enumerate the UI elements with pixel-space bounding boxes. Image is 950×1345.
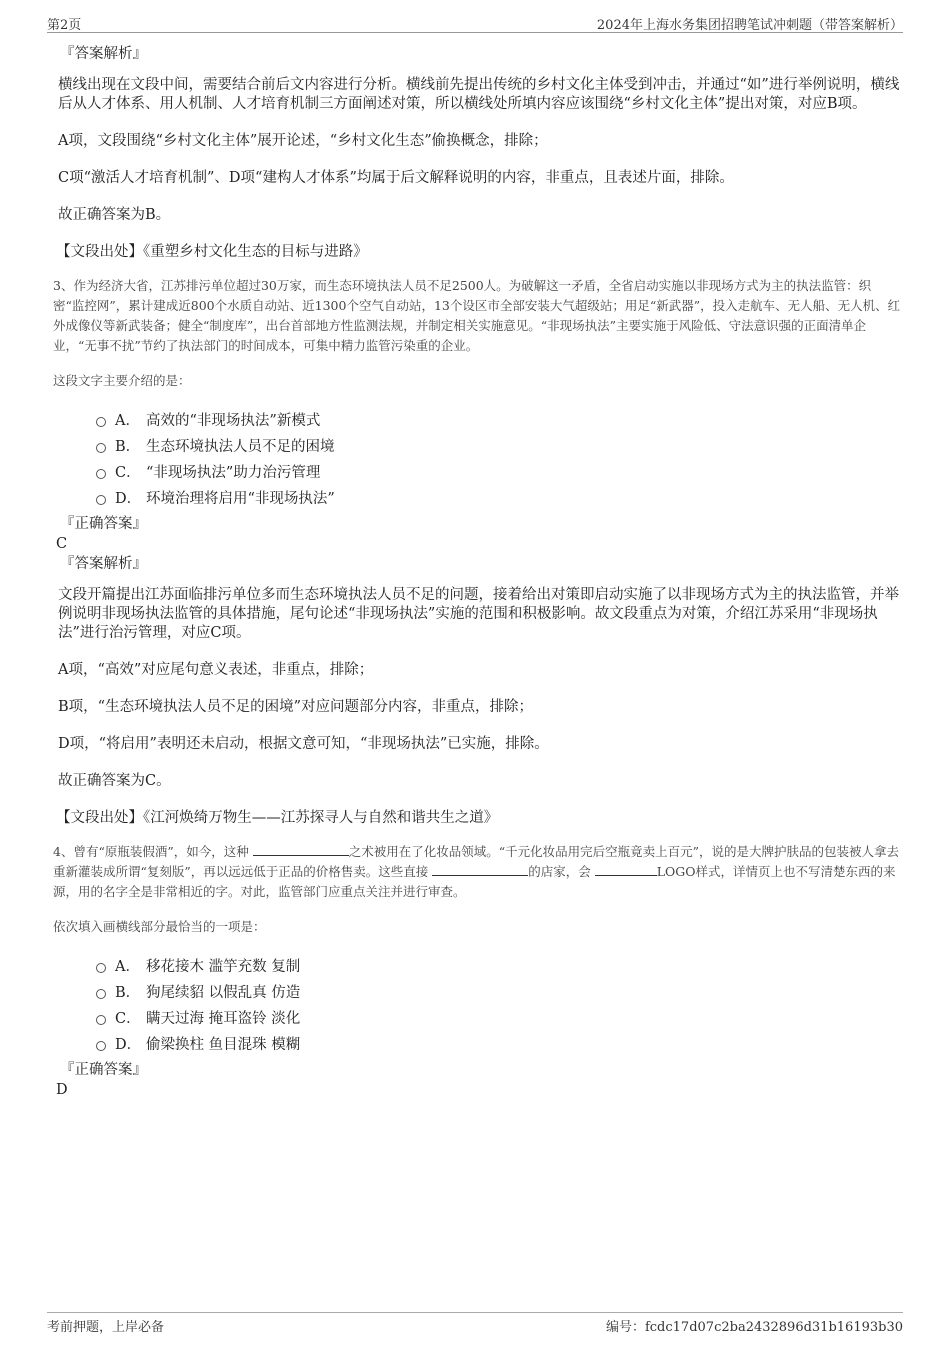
radio-icon[interactable] <box>96 443 106 453</box>
q2-analysis-paragraph: A项，文段围绕“乡村文化主体”展开论述，“乡村文化生态”偷换概念，排除； <box>58 133 548 149</box>
radio-icon[interactable] <box>96 1041 106 1051</box>
option-letter: C． <box>115 1010 141 1027</box>
radio-icon[interactable] <box>96 495 106 505</box>
page-number: 第2页 <box>47 18 82 33</box>
radio-icon[interactable] <box>96 469 106 479</box>
q4-option-a[interactable] <box>96 952 901 978</box>
radio-icon[interactable] <box>96 417 106 427</box>
option-text: 环境治理将启用“非现场执法” <box>146 490 335 507</box>
option-text: 偷梁换柱 鱼目混珠 模糊 <box>146 1036 301 1053</box>
q4-correct-heading: 『正确答案』 <box>60 1062 147 1078</box>
q3-analysis-paragraph: A项，“高效”对应尾句意义表述，非重点，排除； <box>58 662 374 678</box>
option-text: 高效的“非现场执法”新模式 <box>146 412 321 429</box>
q3-prompt: 这段文字主要介绍的是： <box>53 373 191 388</box>
q4-option-b[interactable] <box>96 978 901 1004</box>
q3-analysis-paragraph: 故正确答案为C。 <box>58 773 171 789</box>
page-footer <box>47 1312 903 1335</box>
fill-blank <box>253 842 349 856</box>
q3-correct-heading: 『正确答案』 <box>60 516 147 532</box>
q3-analysis-heading: 『答案解析』 <box>60 556 147 572</box>
q3-options <box>96 406 901 510</box>
option-text: 移花接木 滥竽充数 复制 <box>146 958 301 975</box>
q2-analysis-paragraph: 故正确答案为B。 <box>58 207 171 223</box>
option-letter: B． <box>115 984 141 1001</box>
option-text: 生态环境执法人员不足的困境 <box>146 438 335 455</box>
q4-stem <box>53 842 901 902</box>
option-letter: D． <box>115 490 142 507</box>
q4-correct-answer: D <box>56 1082 68 1098</box>
q4-option-d[interactable] <box>96 1030 901 1056</box>
document-id: 编号：fcdc17d07c2ba2432896d31b16193b30 <box>605 1320 903 1335</box>
q3-option-b[interactable] <box>96 432 901 458</box>
q4-prompt: 依次填入画横线部分最恰当的一项是： <box>53 919 266 934</box>
q4-stem-part: 4、曾有“原瓶装假酒”，如今，这种 <box>53 844 253 859</box>
q3-option-c[interactable] <box>96 458 901 484</box>
option-text: 狗尾续貂 以假乱真 仿造 <box>146 984 301 1001</box>
q3-analysis-paragraph: D项，“将启用”表明还未启动，根据文意可知，“非现场执法”已实施，排除。 <box>58 736 549 752</box>
q4-option-c[interactable] <box>96 1004 901 1030</box>
q3-analysis-paragraph: 文段开篇提出江苏面临排污单位多而生态环境执法人员不足的问题，接着给出对策即启动实施了以非现场方式为主的执法监管，并举例说明非现场执法监管的具体措施，尾句论述“非现场执法”实施的范围和积极影响。故文段重点为对策，介绍江苏采用“非现场执法”进行治污管理，对应C项。 <box>58 587 899 641</box>
option-letter: C． <box>115 464 141 481</box>
q2-source: 【文段出处】《重塑乡村文化生态的目标与进路》 <box>56 244 368 260</box>
option-letter: D． <box>115 1036 142 1053</box>
q4-stem-part: LOGO样式，详情页上也不写清楚东西的来源，用的名字全是非常相近的字。对此，监管部门应重点关注并进行审查。 <box>53 864 896 899</box>
radio-icon[interactable] <box>96 963 106 973</box>
q2-analysis-heading: 『答案解析』 <box>60 46 147 62</box>
q2-analysis-paragraph: C项“激活人才培育机制”、D项“建构人才体系”均属于后文解释说明的内容，非重点，且表述片面，排除。 <box>58 170 734 186</box>
option-text: “非现场执法”助力治污管理 <box>146 464 321 481</box>
q4-stem-part: 之术被用在了化妆品领域。“千元化妆品用完后空瓶竟卖上百元”，说的是大牌护肤品的包装被人拿去重新灌装成所谓“复刻版”，再以远远低于正品的价格售卖。这些直接 <box>53 844 900 879</box>
page-header <box>47 12 903 33</box>
fill-blank <box>432 862 528 876</box>
q3-correct-answer: C <box>56 536 68 552</box>
footer-slogan: 考前押题，上岸必备 <box>47 1320 165 1335</box>
q3-option-d[interactable] <box>96 484 901 510</box>
page-content <box>53 44 901 1100</box>
option-letter: B． <box>115 438 141 455</box>
fill-blank <box>595 862 657 876</box>
option-text: 瞒天过海 掩耳盗铃 淡化 <box>146 1010 301 1027</box>
q3-option-a[interactable] <box>96 406 901 432</box>
q3-analysis-paragraph: B项，“生态环境执法人员不足的困境”对应问题部分内容，非重点，排除； <box>58 699 533 715</box>
document-title: 2024年上海水务集团招聘笔试冲刺题（带答案解析） <box>596 18 903 33</box>
q4-stem-part: 的店家，会 <box>528 864 595 879</box>
q3-source: 【文段出处】《江河焕绮万物生——江苏探寻人与自然和谐共生之道》 <box>56 810 499 826</box>
option-letter: A． <box>115 958 140 975</box>
q2-analysis-paragraph: 横线出现在文段中间，需要结合前后文内容进行分析。横线前先提出传统的乡村文化主体受到冲击，并通过“如”进行举例说明，横线后从人才体系、用人机制、人才培育机制三方面阐述对策，所以横线处所填内容应该围绕“乡村文化主体”提出对策，对应B项。 <box>58 77 900 112</box>
radio-icon[interactable] <box>96 1015 106 1025</box>
q3-stem: 3、作为经济大省，江苏排污单位超过30万家，而生态环境执法人员不足2500人。为破解这一矛盾，全省启动实施以非现场方式为主的执法监管：织密“监控网”，累计建成近800个水质自动站、近1300个空气自动站，13个设区市全部安装大气超级站；用足“新武器”，投入走航车、无人船、无人机、红外成像仪等新武装备；健全“制度库”，出台首部地方性监测法规，并制定相关实施意见。“非现场执法”主要实施于风险低、守法意识强的正面清单企业，“无事不扰”节约了执法部门的时间成本，可集中精力监管污染重的企业。 <box>53 278 901 353</box>
radio-icon[interactable] <box>96 989 106 999</box>
q4-options <box>96 952 901 1056</box>
option-letter: A． <box>115 412 140 429</box>
